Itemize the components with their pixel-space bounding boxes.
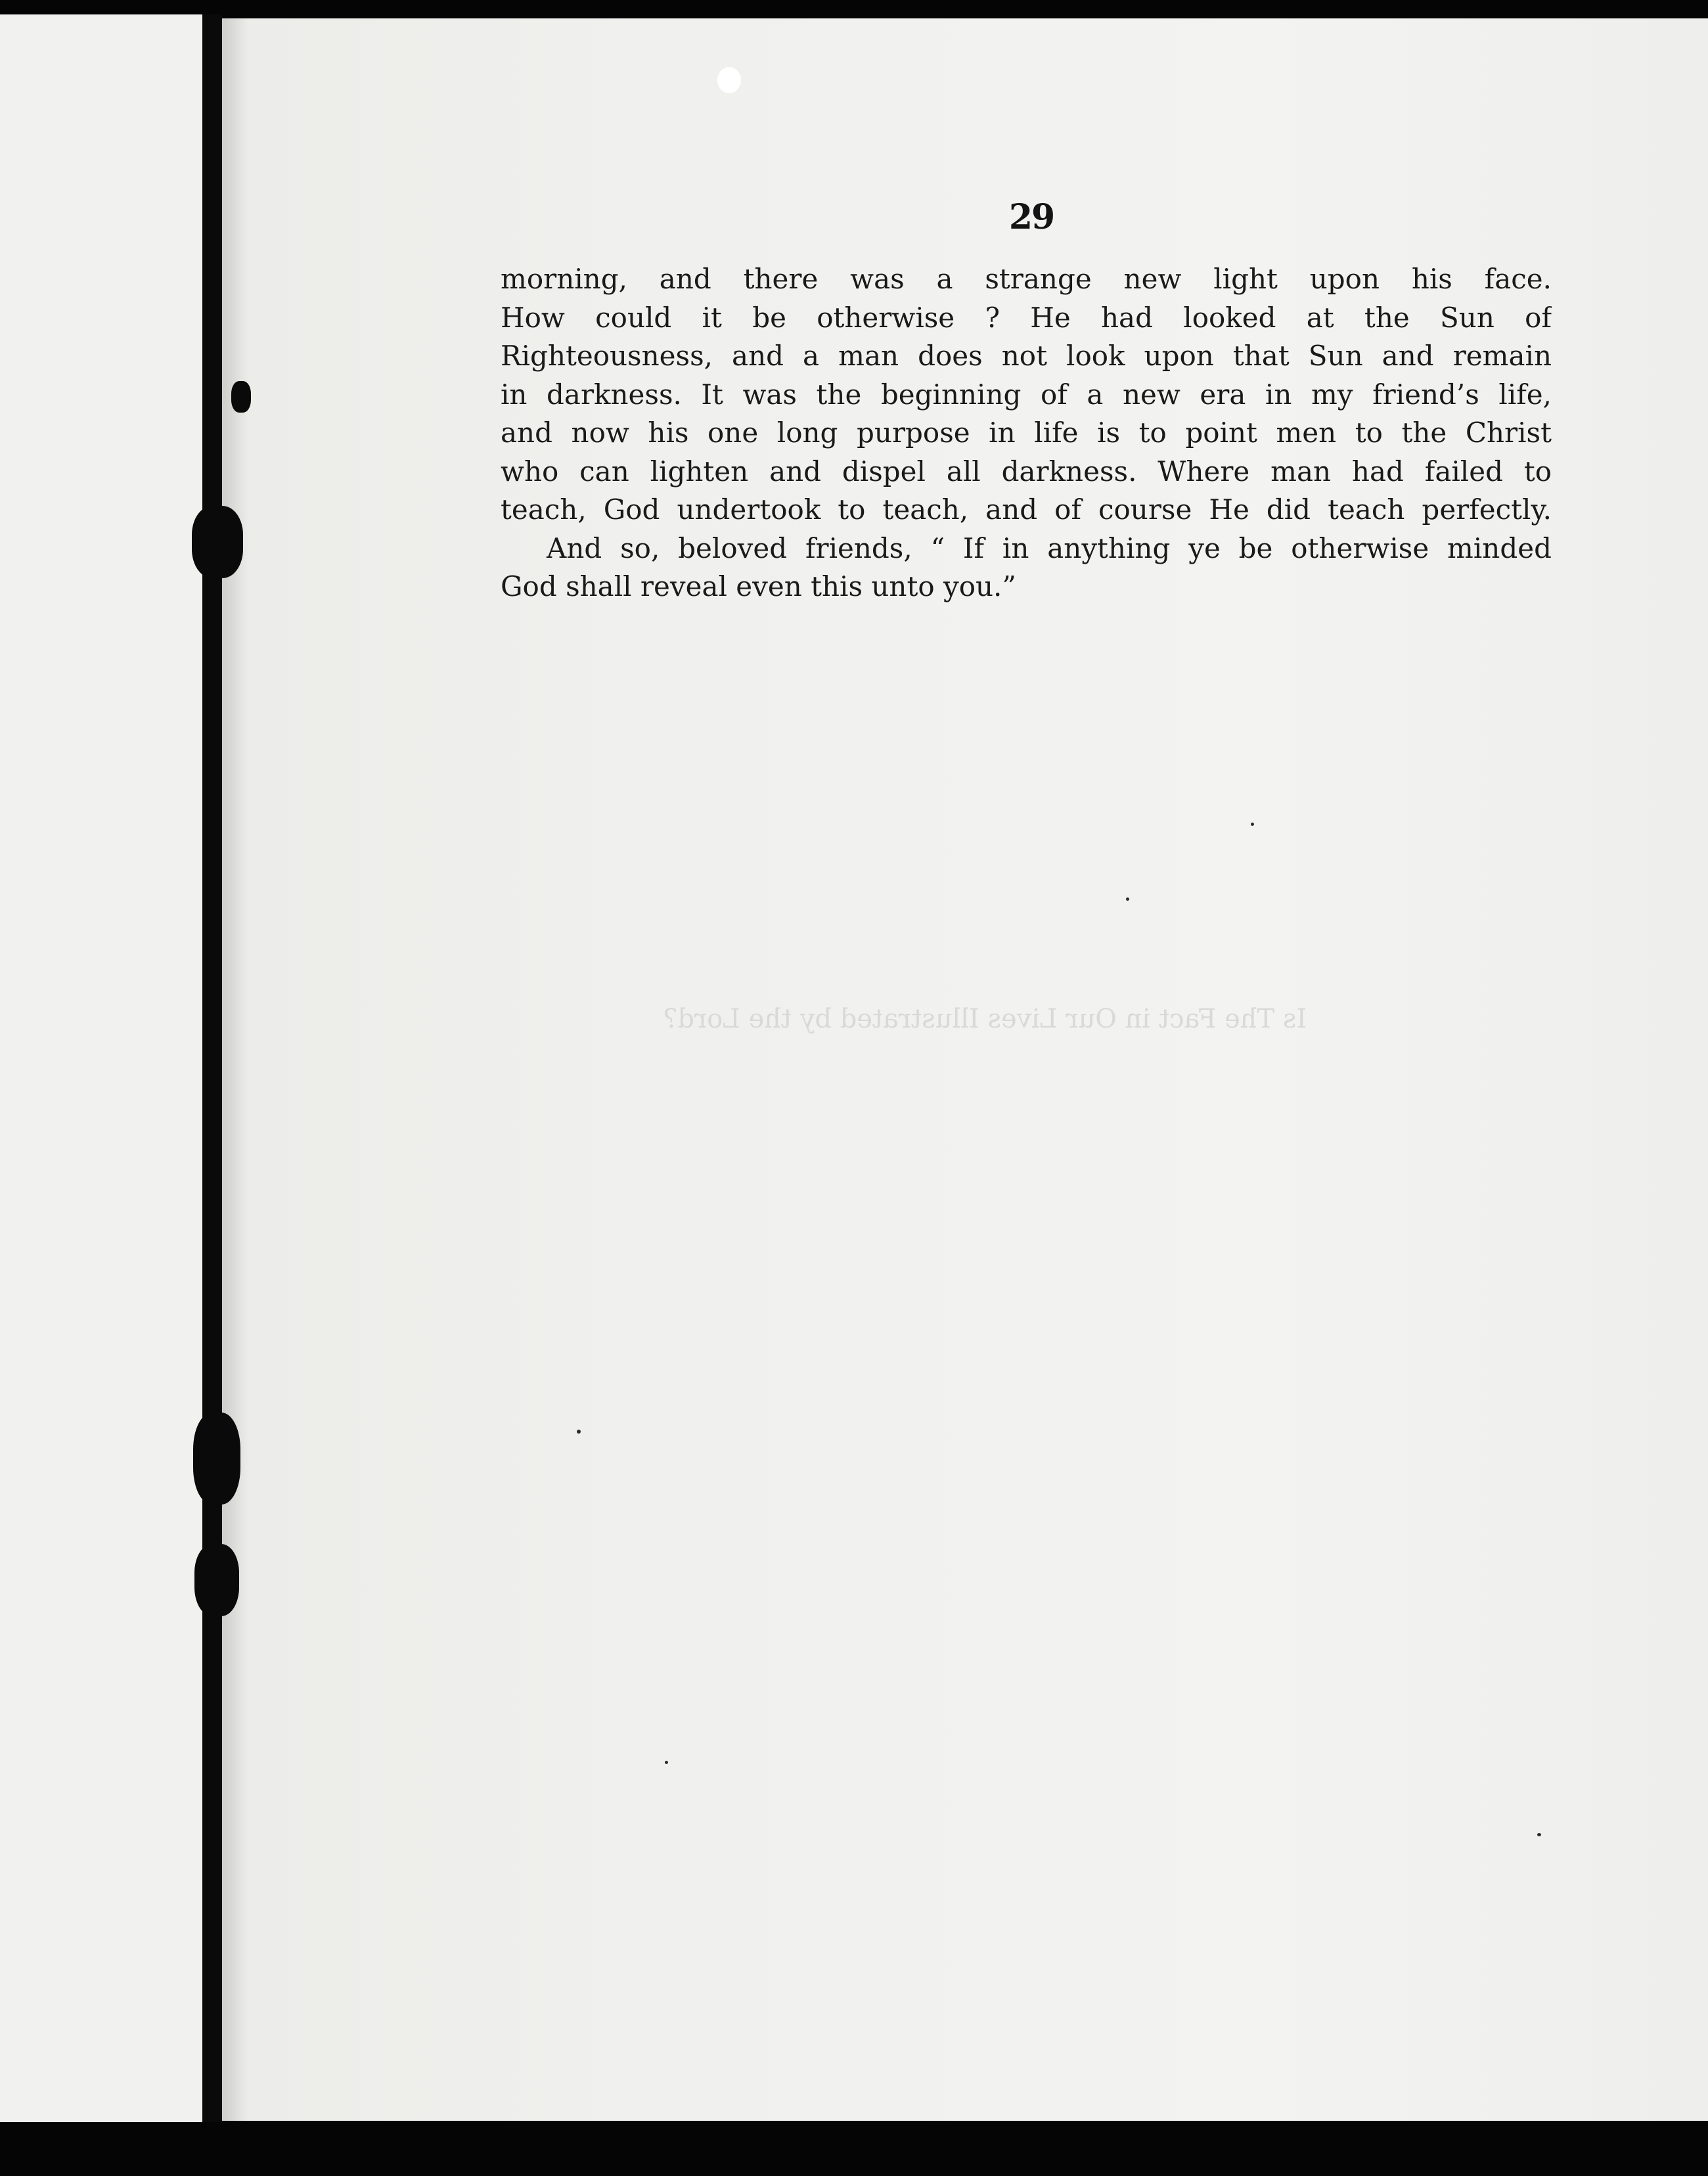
text-line: God shall reveal even this unto you.” <box>501 570 1016 602</box>
text-line: and now his one long purpose in life is to point men to the Christ <box>501 417 1552 449</box>
scan-bottom-border <box>0 2122 1708 2176</box>
text-line: How could it be otherwise ? He had looked at the Sun of <box>501 301 1552 334</box>
paper-speck <box>665 1761 668 1764</box>
scan-top-border <box>0 0 1708 18</box>
text-line: in darkness. It was the beginning of a new era in my friend’s life, <box>501 378 1552 411</box>
paper-speck <box>577 1430 581 1434</box>
paper-speck <box>1126 897 1129 901</box>
text-line: teach, God undertook to teach, and of course He did teach perfectly. <box>501 493 1552 526</box>
text-line: morning, and there was a strange new light upon his face. <box>501 263 1552 295</box>
gutter-shadow <box>222 18 248 2121</box>
book-spine <box>202 14 222 2127</box>
left-page-edge <box>0 14 202 2123</box>
paper-speck <box>1251 823 1254 826</box>
text-line: who can lighten and dispel all darkness. Where man had failed to <box>501 455 1552 487</box>
paper-speck <box>1537 1833 1541 1836</box>
binding-mark-lower <box>193 1413 240 1505</box>
binding-mark-bottom <box>194 1544 239 1616</box>
text-line: Righteousness, and a man does not look upon that Sun and remain <box>501 340 1552 372</box>
paper-speck <box>717 67 741 93</box>
body-text <box>501 260 1552 606</box>
page-number: 29 <box>1008 197 1054 237</box>
binding-mark-upper <box>192 506 243 578</box>
binding-mark-top <box>231 381 251 413</box>
text-line: And so, beloved friends, “ If in anything ye be otherwise minded <box>547 532 1552 564</box>
show-through-text: Is The Fact in Our Lives Illustrated by the Lord? <box>663 1004 1307 1034</box>
